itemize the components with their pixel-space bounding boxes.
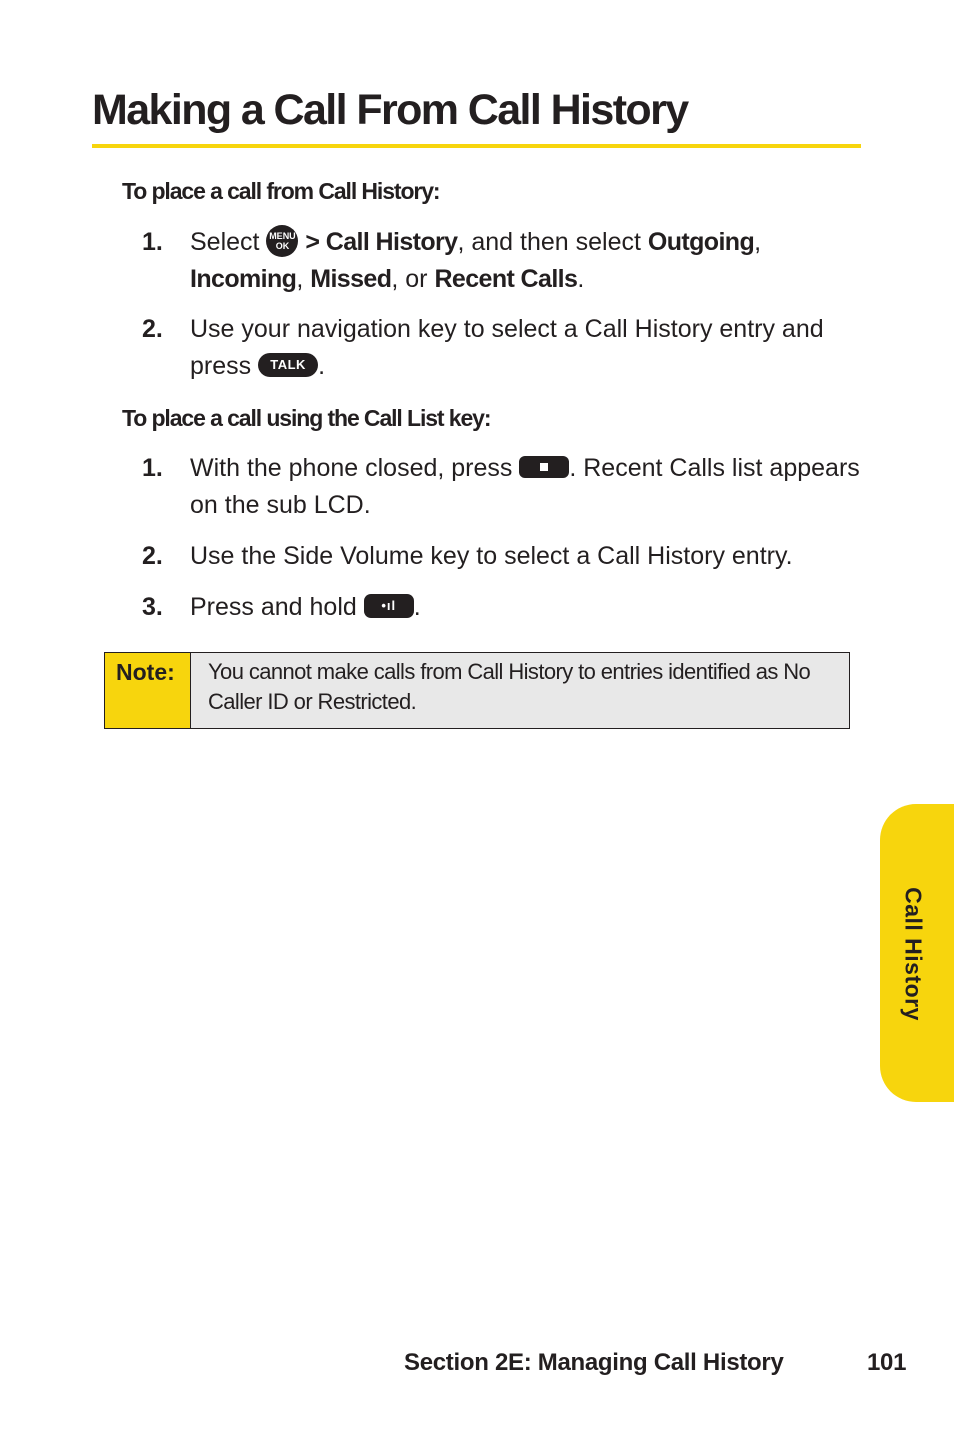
menu-path: > Call History [305,228,458,256]
option-missed: Missed [310,265,392,293]
call-list-key-icon [519,456,569,478]
step-number: 1. [142,228,163,256]
menu-ok-key-icon: MENU OK [266,225,298,257]
page-title: Making a Call From Call History [92,86,688,134]
step-1-call-history: 1. Select MENU OK > Call History, and then select Outgoing, Incoming, Missed, or Recent Calls. [142,224,862,298]
footer-section-title: Section 2E: Managing Call History [404,1349,784,1376]
step-text: Press and hold [190,593,357,621]
step-text: , and then select [457,228,648,256]
step-text: Select [190,228,260,256]
option-recent-calls: Recent Calls [434,265,578,293]
page-number: 101 [867,1349,907,1376]
step-number: 1. [142,454,163,482]
section-heading-call-history: To place a call from Call History: [122,178,440,204]
step-number: 2. [142,542,163,570]
side-key-icon: •ıl [364,594,414,618]
title-underline [92,144,861,148]
step-number: 2. [142,315,163,343]
side-section-tab-label: Call History [900,887,927,1021]
step-2-call-list [142,538,862,575]
section-heading-call-list-key: To place a call using the Call List key: [122,405,491,431]
step-text: Use your navigation key to select a Call History entry and press [190,315,824,380]
step-3-call-list: 3. Press and hold •ıl . [142,589,862,626]
step-number: 3. [142,593,163,621]
note-text: You cannot make calls from Call History to entries identified as No Caller ID or Restricted. [191,653,849,728]
step-text: Use the Side Volume key to select a Call History entry. [190,542,793,570]
option-incoming: Incoming [190,265,297,293]
step-text: With the phone closed, press [190,454,513,482]
option-outgoing: Outgoing [647,228,755,256]
step-1-call-list [142,450,862,524]
talk-key-icon: TALK [258,353,318,377]
note-box [104,652,850,729]
note-label: Note: [105,653,191,728]
step-2-call-history: 2. Use your navigation key to select a Call History entry and press TALK . [142,311,862,385]
step-text: . Recent Calls list appears on the sub LCD. [190,454,860,519]
